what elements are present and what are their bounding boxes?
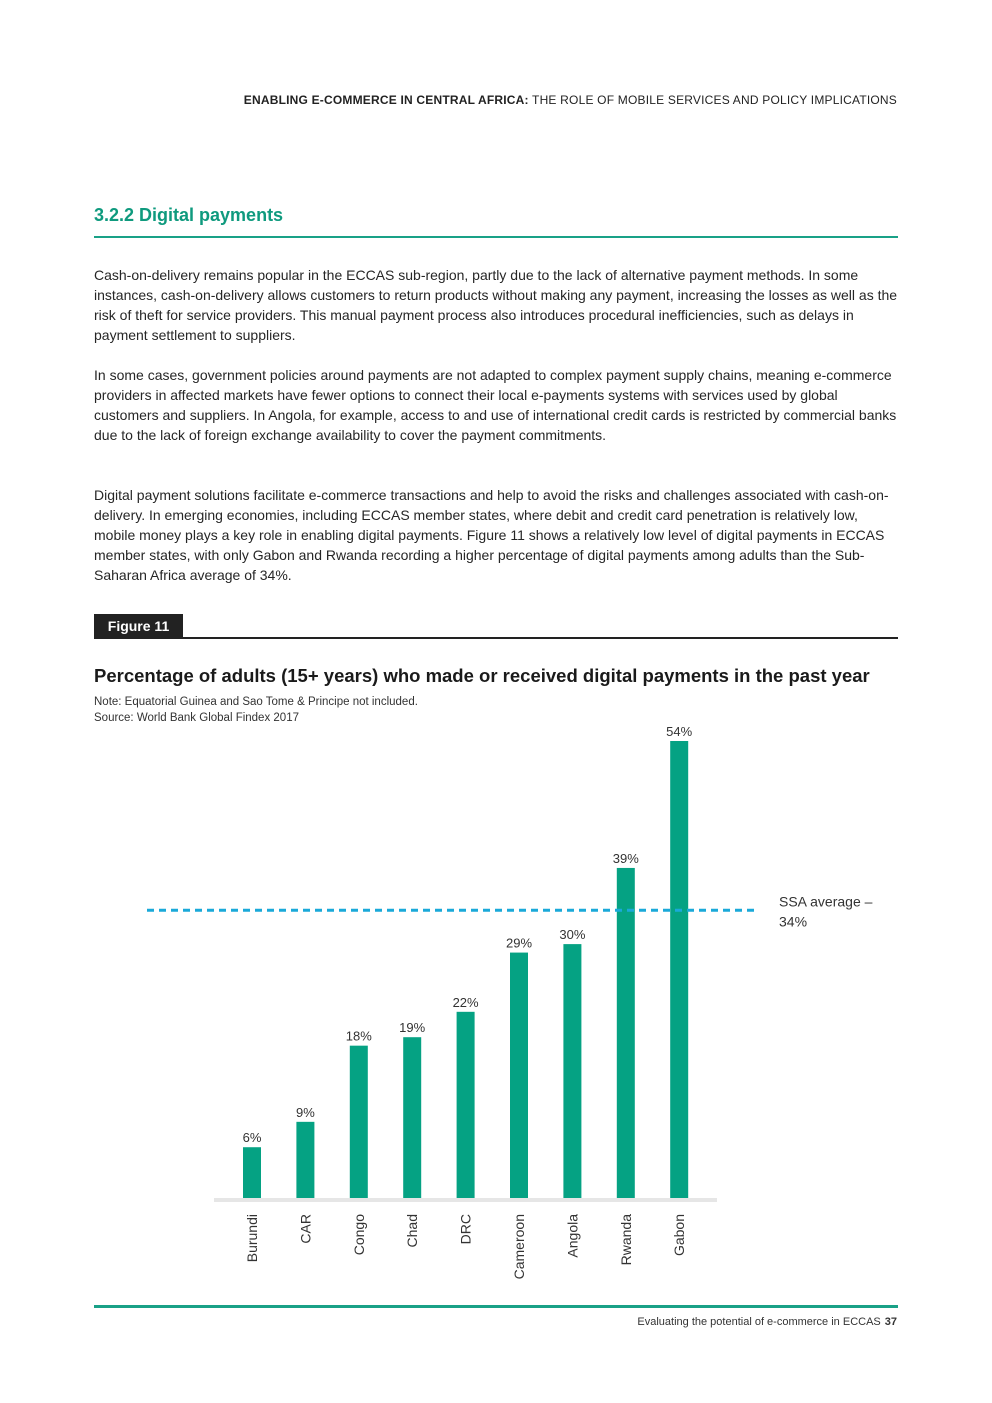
bar-gabon [670,741,688,1198]
ssa-average-value: 34% [779,913,808,930]
figure-note: Note: Equatorial Guinea and Sao Tome & Principe not included. [94,696,418,708]
paragraph-3: Digital payment solutions facilitate e-commerce transactions and help to avoid the risks and challenges associated with cash-on-delivery. In emerging economies, including ECCAS member states, where debit and credit card penetration is relatively low, mobile money plays a key role in enabling digital payments. Figure 11 shows a relatively low level of digital payments in ECCAS member states, with only Gabon and Rwanda recording a higher percentage of digital payments among adults than the Sub-Saharan Africa average of 34%. [94,487,889,583]
tick-label-cameroon: Cameroon [511,1214,527,1280]
bar-car [296,1122,314,1198]
figure-title: Percentage of adults (15+ years) who made or received digital payments in the past year [94,665,870,686]
footer-rule [94,1305,898,1308]
paragraph-1: Cash-on-delivery remains popular in the ECCAS sub-region, partly due to the lack of alternative payment methods. In some instances, cash-on-delivery allows customers to return products without making any payment, increasing the losses as well as the risk of theft for service providers. This manual payment process also introduces procedural inefficiencies, such as delays in payment settlement to suppliers. [94,267,898,343]
data-label-angola: 30% [559,927,586,943]
paragraph-2: In some cases, government policies around payments are not adapted to complex payment supply chains, meaning e-commerce providers in affected markets have fewer options to connect their local e-payments systems with services used by global customers and suppliers. In Angola, for example, access to and use of international credit cards is restricted by commercial banks due to the lack of foreign exchange availability to cover the payment commitments. [94,367,897,443]
tick-label-gabon: Gabon [671,1214,688,1257]
tick-label-burundi: Burundi [244,1214,260,1263]
ssa-average-label: SSA average – [779,893,873,910]
tick-label-angola: Angola [564,1214,581,1258]
running-header-rest: THE ROLE OF MOBILE SERVICES AND POLICY IMPLICATIONS [528,93,897,107]
bar-drc [457,1012,475,1198]
data-label-congo: 18% [345,1028,372,1044]
section-title: 3.2.2 Digital payments [94,205,284,225]
page-number: 37 [884,1316,897,1328]
footer-text: Evaluating the potential of e-commerce in ECCAS [637,1316,881,1328]
figure-tag: Figure 11 [94,614,183,639]
data-label-cameroon: 29% [505,935,533,951]
figure-source: Source: World Bank Global Findex 2017 [94,712,299,724]
data-label-chad: 19% [399,1020,426,1036]
tick-label-rwanda: Rwanda [617,1214,634,1266]
bar-chad [403,1037,421,1198]
tick-label-congo: Congo [350,1214,367,1256]
data-label-gabon: 54% [666,724,693,739]
data-label-drc: 22% [452,994,479,1010]
data-label-rwanda: 39% [612,850,639,866]
chart-baseline [214,1198,717,1202]
bar-angola [563,944,581,1198]
bar-cameroon [510,953,528,1198]
tick-label-chad: Chad [404,1214,421,1248]
bar-burundi [243,1147,261,1198]
tick-label-drc: DRC [457,1214,474,1245]
bar-rwanda [617,868,635,1198]
tick-label-car: CAR [297,1214,314,1244]
data-label-burundi: 6% [242,1130,262,1146]
footer [637,1316,897,1328]
bar-congo [350,1046,368,1198]
running-header-bold: ENABLING E-COMMERCE IN CENTRAL AFRICA: [243,93,529,107]
data-label-car: 9% [296,1104,315,1120]
